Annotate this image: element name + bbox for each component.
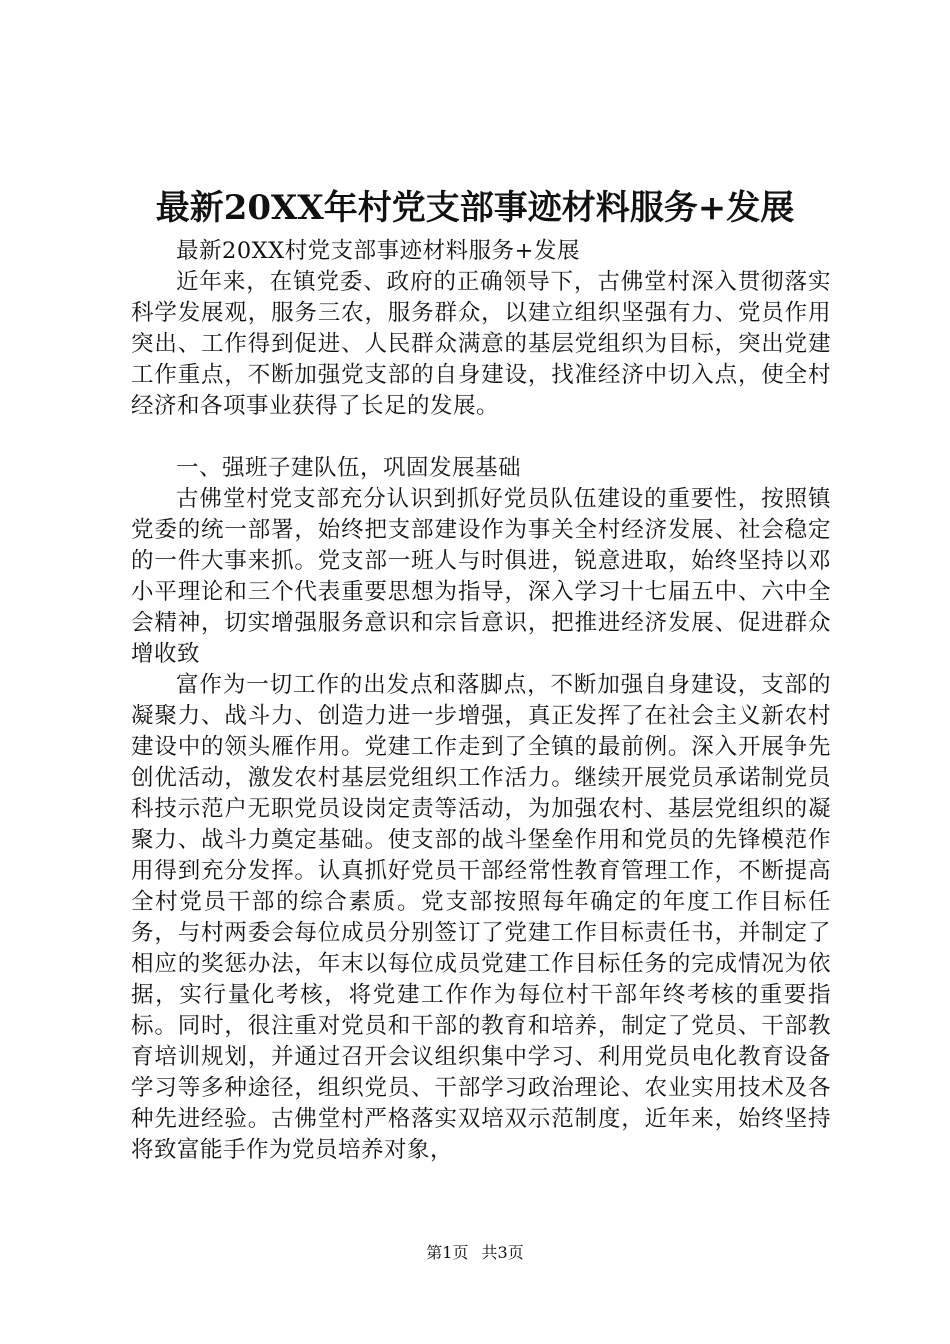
subtitle-paragraph: 最新20XX村党支部事迹材料服务+发展: [176, 238, 581, 264]
section-heading: 一、强班子建队伍，巩固发展基础: [176, 455, 522, 481]
document-body: [131, 236, 831, 1166]
page-number: 第1页: [426, 1243, 469, 1262]
page-total: 共3页: [481, 1243, 524, 1262]
intro-paragraph: 近年来，在镇党委、政府的正确领导下，古佛堂村深入贯彻落实科学发展观，服务三农，服务群众，以建立组织坚强有力、党员作用突出、工作得到促进、人民群众满意的基层党组织为目标，突出党建工作重点，不断加强党支部的自身建设，找准经济中切入点，使全村经济和各项事业获得了长足的发展。: [131, 269, 831, 419]
body-paragraph: 富作为一切工作的出发点和落脚点，不断加强自身建设，支部的凝聚力、战斗力、创造力进一步增强，真正发挥了在社会主义新农村建设中的领头雁作用。党建工作走到了全镇的最前例。深入开展争先创优活动，激发农村基层党组织工作活力。继续开展党员承诺制党员科技示范户无职党员设岗定责等活动，为加强农村、基层党组织的凝聚力、战斗力奠定基础。使支部的战斗堡垒作用和党员的先锋模范作用得到充分发挥。认真抓好党员干部经常性教育管理工作，不断提高全村党员干部的综合素质。党支部按照每年确定的年度工作目标任务，与村两委会每位成员分别签订了党建工作目标责任书，并制定了相应的奖惩办法，年末以每位成员党建工作目标任务的完成情况为依据，实行量化考核，将党建工作作为每位村干部年终考核的重要指标。同时，很注重对党员和干部的教育和培养，制定了党员、干部教育培训规划，并通过召开会议组织集中学习、利用党员电化教育设备学习等多种途径，组织党员、干部学习政治理论、农业实用技术及各种先进经验。古佛堂村严格落实双培双示范制度，近年来，始终坚持将致富能手作为党员培养对象，: [131, 672, 831, 1163]
document-title: 最新20XX年村党支部事迹材料服务+发展: [155, 188, 795, 228]
page-footer: [0, 1242, 950, 1264]
body-paragraph: 古佛堂村党支部充分认识到抓好党员队伍建设的重要性，按照镇党委的统一部署，始终把支部建设作为事关全村经济发展、社会稳定的一件大事来抓。党支部一班人与时俱进，锐意进取，始终坚持以邓小平理论和三个代表重要思想为指导，深入学习十七届五中、六中全会精神，切实增强服务意识和宗旨意识，把推进经济发展、促进群众增收致: [131, 486, 831, 667]
